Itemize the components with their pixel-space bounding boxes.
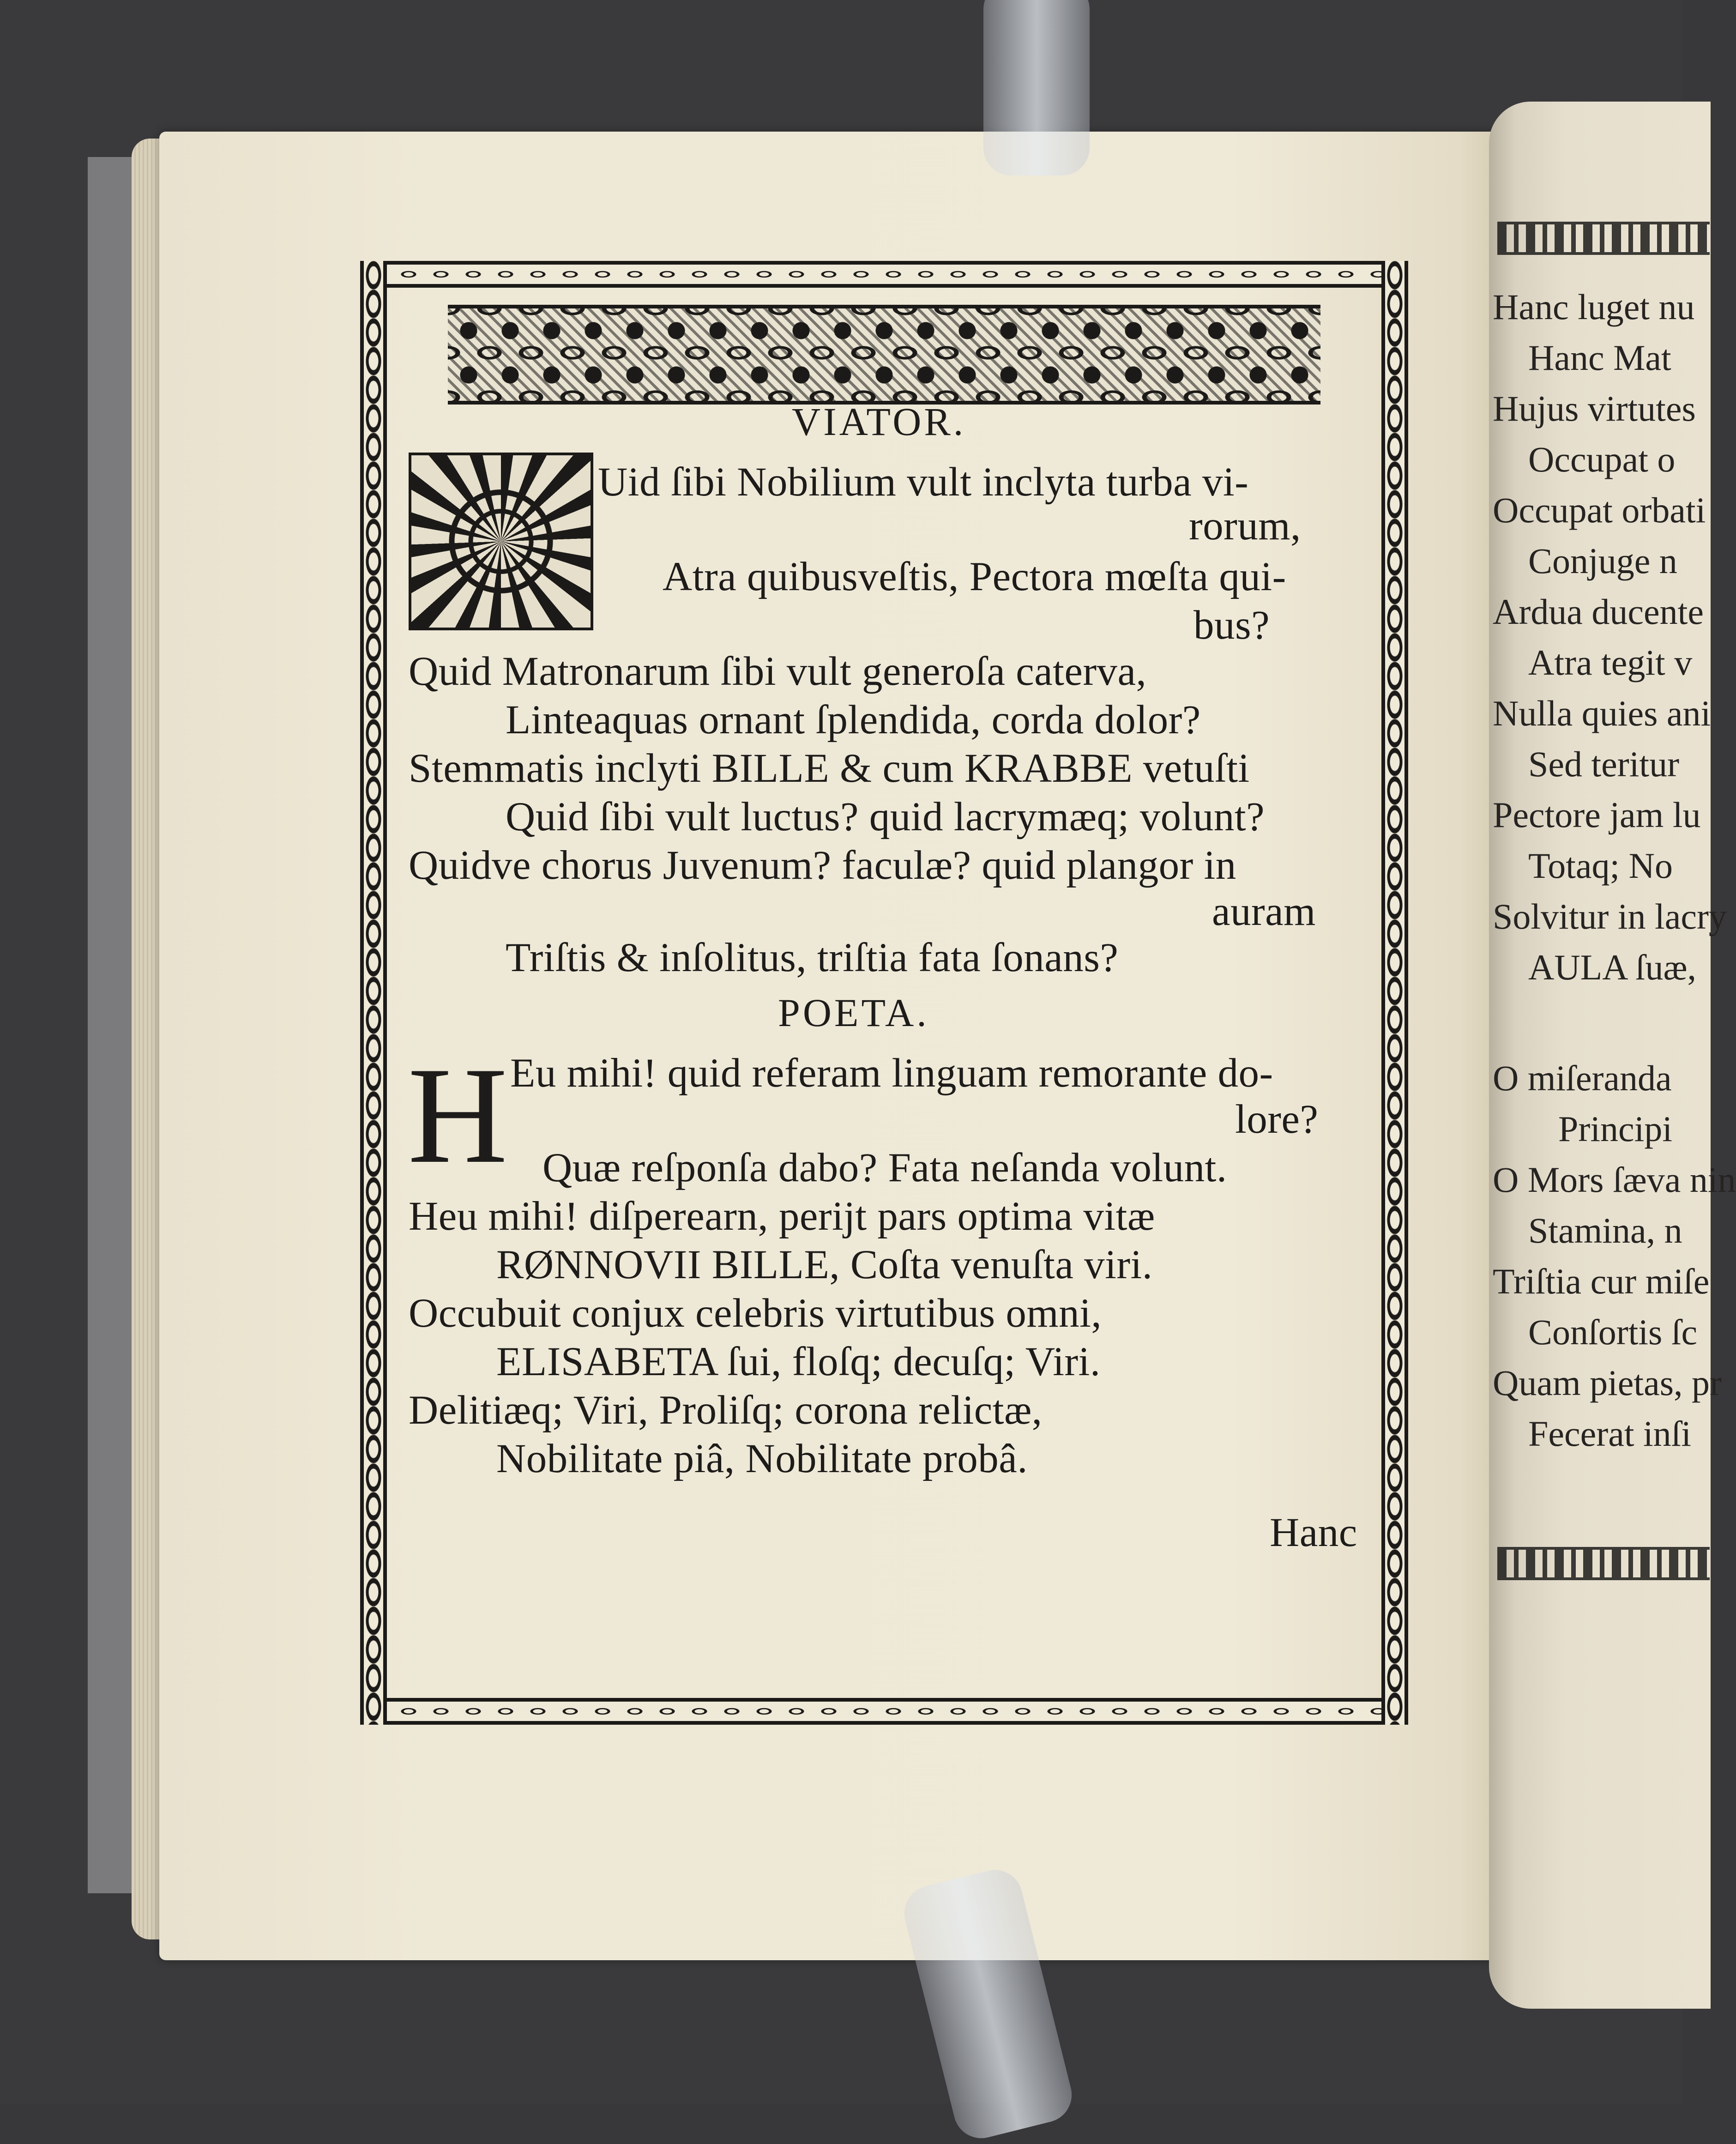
facing-line: AULA ſuæ, xyxy=(1528,947,1697,987)
page-frame xyxy=(360,261,1408,1725)
verse-line: Delitiæq; Viri, Proliſq; corona relictæ, xyxy=(409,1388,1043,1433)
verse-line: RØNNOVII BILLE, Coſta venuſta viri. xyxy=(496,1242,1153,1287)
speaker-heading: POETA. xyxy=(778,990,929,1035)
facing-line: Hujus virtutes xyxy=(1493,388,1696,429)
facing-line: Fecerat inſi xyxy=(1528,1413,1692,1454)
verse-line: Quid Matronarum ſibi vult generoſa caterva, xyxy=(409,649,1147,694)
ornamental-border-top xyxy=(360,261,1408,288)
facing-line: Pectore jam lu xyxy=(1493,795,1701,835)
facing-line: Occupat o xyxy=(1528,439,1676,479)
verse-line: Eu mihi! quid referam linguam remorante do- xyxy=(510,1051,1273,1096)
decorated-initial-q xyxy=(409,453,593,630)
verse-line: rorum, xyxy=(1189,503,1301,549)
verse-line: lore? xyxy=(1235,1097,1319,1142)
verse-line: Uid ſibi Nobilium vult inclyta turba vi- xyxy=(598,459,1249,505)
facing-line: O Mors ſæva nin xyxy=(1493,1160,1736,1200)
facing-page-ornament-top xyxy=(1497,222,1710,255)
initial-letter-h: H xyxy=(408,1039,508,1192)
facing-line: Solvitur in lacry xyxy=(1493,896,1727,936)
verse-line: Quidve chorus Juvenum? faculæ? quid plangor in xyxy=(409,843,1236,888)
facing-line: Stamina, n xyxy=(1528,1210,1682,1250)
verse-line: Quid ſibi vult luctus? quid lacrymæq; volunt? xyxy=(506,794,1265,839)
verse-line: Stemmatis inclyti BILLE & cum KRABBE vetuſti xyxy=(409,746,1250,791)
verse-line: Occubuit conjux celebris virtutibus omni, xyxy=(409,1291,1102,1336)
facing-line: Hanc Mat xyxy=(1528,338,1671,378)
facing-line: Sed teritur xyxy=(1528,744,1680,784)
verse-line: ELISABETA ſui, floſq; decuſq; Viri. xyxy=(496,1339,1101,1384)
facing-line: Totaq; No xyxy=(1528,846,1673,886)
facing-line: Hanc luget nu xyxy=(1493,287,1695,327)
ornamental-border-left xyxy=(360,261,387,1725)
verse-line: Atra quibusveſtis, Pectora mœſta qui- xyxy=(663,554,1286,599)
ornamental-border-bottom xyxy=(360,1698,1408,1725)
facing-line: O miſeranda xyxy=(1493,1058,1672,1098)
facing-line: Conſortis ſc xyxy=(1528,1312,1698,1352)
speaker-heading: VIATOR. xyxy=(792,399,966,444)
verse-line: Quæ reſponſa dabo? Fata neſanda volunt. xyxy=(542,1145,1227,1190)
facing-page-ornament-bottom xyxy=(1497,1547,1710,1580)
catchword: Hanc xyxy=(1270,1510,1357,1555)
verse-line: Nobilitate piâ, Nobilitate probâ. xyxy=(496,1436,1028,1481)
verse-line: Heu mihi! diſperearn, perijt pars optima vitæ xyxy=(409,1194,1155,1239)
facing-line: Ardua ducente xyxy=(1493,592,1704,632)
verse-line: Triſtis & inſolitus, triſtia fata ſonans? xyxy=(506,935,1119,980)
facing-line: Occupat orbati xyxy=(1493,490,1706,530)
verse-line: Linteaquas ornant ſplendida, corda dolor? xyxy=(506,697,1201,743)
page-clip-top xyxy=(983,0,1090,175)
facing-line: Conjuge n xyxy=(1528,541,1677,581)
facing-line: Quam pietas, pr xyxy=(1493,1363,1722,1403)
facing-line: Principi xyxy=(1558,1109,1672,1149)
facing-line: Triſtia cur miſe xyxy=(1493,1261,1710,1301)
verse-line: auram xyxy=(1212,889,1316,934)
ornamental-border-right xyxy=(1381,261,1408,1725)
verse-line: bus? xyxy=(1194,603,1270,648)
facing-page xyxy=(1489,102,1736,2009)
facing-line: Nulla quies ani xyxy=(1493,693,1711,733)
facing-line: Atra tegit v xyxy=(1528,642,1693,682)
headpiece-ornament xyxy=(448,305,1320,405)
